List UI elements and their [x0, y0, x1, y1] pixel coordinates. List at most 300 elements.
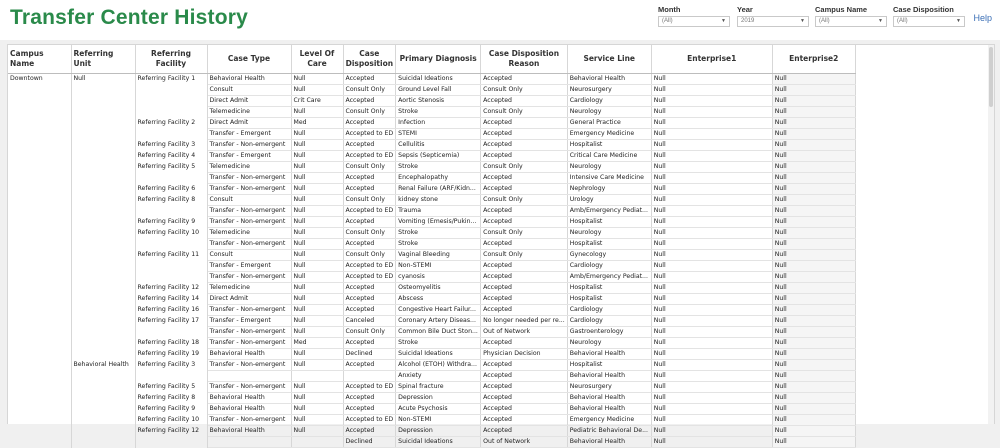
table-cell[interactable]: Accepted to ED	[343, 261, 396, 272]
table-cell[interactable]: Null	[291, 283, 343, 294]
table-cell[interactable]: Null	[772, 74, 855, 85]
table-cell[interactable]: Null	[772, 261, 855, 272]
table-cell[interactable]: Null	[291, 404, 343, 415]
table-cell[interactable]	[8, 316, 71, 327]
table-cell[interactable]: Critical Care Medicine	[567, 151, 651, 162]
table-cell[interactable]: Hospitalist	[567, 140, 651, 151]
column-header[interactable]: Referring Unit	[71, 45, 135, 74]
table-cell[interactable]	[135, 173, 207, 184]
table-cell[interactable]: Null	[651, 96, 772, 107]
table-cell[interactable]: Null	[291, 239, 343, 250]
table-cell[interactable]: Null	[651, 85, 772, 96]
table-cell[interactable]: Hospitalist	[567, 283, 651, 294]
table-cell[interactable]: cyanosis	[396, 272, 481, 283]
table-cell[interactable]	[8, 393, 71, 404]
table-cell[interactable]: Congestive Heart Failur...	[396, 305, 481, 316]
table-cell[interactable]	[8, 239, 71, 250]
table-cell[interactable]: Accepted	[343, 96, 396, 107]
table-cell[interactable]: Referring Facility 8	[135, 195, 207, 206]
table-cell[interactable]: Accepted	[343, 294, 396, 305]
table-cell[interactable]: Null	[291, 415, 343, 426]
table-cell[interactable]: Null	[291, 250, 343, 261]
table-cell[interactable]: General Practice	[567, 118, 651, 129]
table-cell[interactable]	[71, 415, 135, 426]
table-cell[interactable]: Non-STEMI	[396, 261, 481, 272]
table-cell[interactable]	[8, 206, 71, 217]
table-cell[interactable]: Null	[772, 173, 855, 184]
table-cell[interactable]	[207, 371, 291, 382]
table-cell[interactable]	[71, 272, 135, 283]
table-cell[interactable]: Direct Admit	[207, 118, 291, 129]
table-cell[interactable]: Accepted	[343, 217, 396, 228]
table-cell[interactable]	[8, 261, 71, 272]
table-cell[interactable]	[135, 327, 207, 338]
table-cell[interactable]: Null	[651, 338, 772, 349]
scrollbar-thumb[interactable]	[989, 47, 993, 107]
table-cell[interactable]: Transfer - Non-emergent	[207, 382, 291, 393]
table-cell[interactable]: Consult Only	[343, 327, 396, 338]
table-cell[interactable]: Consult Only	[343, 228, 396, 239]
table-cell[interactable]: Telemedicine	[207, 283, 291, 294]
table-cell[interactable]	[8, 228, 71, 239]
table-cell[interactable]: Accepted	[481, 393, 568, 404]
table-cell[interactable]: Null	[651, 393, 772, 404]
table-cell[interactable]: Accepted	[481, 360, 568, 371]
table-cell[interactable]: Behavioral Health	[207, 393, 291, 404]
table-cell[interactable]: Coronary Artery Diseas...	[396, 316, 481, 327]
table-cell[interactable]: Nephrology	[567, 184, 651, 195]
table-cell[interactable]: Null	[651, 250, 772, 261]
table-cell[interactable]: Behavioral Health	[567, 437, 651, 448]
table-cell[interactable]: Hospitalist	[567, 239, 651, 250]
table-cell[interactable]: Referring Facility 12	[135, 283, 207, 294]
table-cell[interactable]: Renal Failure (ARF/Kidn...	[396, 184, 481, 195]
table-cell[interactable]: Out of Network	[481, 327, 568, 338]
table-cell[interactable]: Accepted	[343, 360, 396, 371]
table-cell[interactable]: Accepted	[481, 305, 568, 316]
table-cell[interactable]: Stroke	[396, 239, 481, 250]
table-cell[interactable]: Accepted	[481, 206, 568, 217]
table-cell[interactable]	[71, 140, 135, 151]
table-cell[interactable]: Accepted	[481, 239, 568, 250]
column-header[interactable]: Campus Name	[8, 45, 71, 74]
table-cell[interactable]	[135, 96, 207, 107]
table-cell[interactable]: Consult Only	[343, 195, 396, 206]
table-cell[interactable]: Referring Facility 19	[135, 349, 207, 360]
table-cell[interactable]: Null	[291, 360, 343, 371]
table-cell[interactable]: Neurology	[567, 162, 651, 173]
table-cell[interactable]: Sepsis (Septicemia)	[396, 151, 481, 162]
table-cell[interactable]: Acute Psychosis	[396, 404, 481, 415]
table-cell[interactable]: Null	[651, 140, 772, 151]
table-cell[interactable]: Urology	[567, 195, 651, 206]
table-cell[interactable]: Referring Facility 14	[135, 294, 207, 305]
table-cell[interactable]: Trauma	[396, 206, 481, 217]
table-cell[interactable]: Accepted	[481, 404, 568, 415]
table-cell[interactable]: Null	[651, 305, 772, 316]
table-cell[interactable]	[71, 349, 135, 360]
column-header[interactable]: Service Line	[567, 45, 651, 74]
table-cell[interactable]: Accepted	[343, 239, 396, 250]
table-cell[interactable]: Accepted	[481, 415, 568, 426]
table-cell[interactable]: Referring Facility 10	[135, 228, 207, 239]
table-cell[interactable]: Null	[772, 206, 855, 217]
table-cell[interactable]: Gastroenterology	[567, 327, 651, 338]
table-cell[interactable]: Transfer - Emergent	[207, 129, 291, 140]
table-cell[interactable]: Transfer - Non-emergent	[207, 184, 291, 195]
table-cell[interactable]: Null	[772, 184, 855, 195]
table-cell[interactable]: Null	[291, 305, 343, 316]
table-cell[interactable]: Transfer - Non-emergent	[207, 173, 291, 184]
table-cell[interactable]: Declined	[343, 437, 396, 448]
table-cell[interactable]: Null	[291, 261, 343, 272]
column-header[interactable]: Case Disposition Reason	[481, 45, 568, 74]
table-cell[interactable]: Referring Facility 5	[135, 162, 207, 173]
table-cell[interactable]: Abscess	[396, 294, 481, 305]
table-cell[interactable]: Null	[651, 415, 772, 426]
table-cell[interactable]: Accepted	[481, 96, 568, 107]
table-cell[interactable]: Transfer - Non-emergent	[207, 239, 291, 250]
table-cell[interactable]: Null	[291, 382, 343, 393]
table-cell[interactable]: Declined	[343, 349, 396, 360]
table-cell[interactable]: Suicidal Ideations	[396, 437, 481, 448]
table-cell[interactable]: Accepted	[481, 371, 568, 382]
table-cell[interactable]	[8, 437, 71, 448]
table-cell[interactable]: Null	[651, 360, 772, 371]
table-cell[interactable]: Null	[291, 316, 343, 327]
table-cell[interactable]	[8, 382, 71, 393]
table-cell[interactable]: Neurology	[567, 228, 651, 239]
table-cell[interactable]	[71, 437, 135, 448]
table-cell[interactable]	[135, 107, 207, 118]
table-cell[interactable]: Null	[772, 239, 855, 250]
table-cell[interactable]	[71, 404, 135, 415]
table-cell[interactable]: Accepted to ED	[343, 272, 396, 283]
table-cell[interactable]: Pediatric Behavioral De...	[567, 426, 651, 437]
table-cell[interactable]	[71, 382, 135, 393]
table-cell[interactable]	[71, 85, 135, 96]
filter-year-select[interactable]	[737, 16, 809, 27]
table-cell[interactable]: Null	[651, 437, 772, 448]
table-cell[interactable]: Referring Facility 12	[135, 426, 207, 437]
table-cell[interactable]: Null	[772, 360, 855, 371]
table-cell[interactable]: Null	[651, 349, 772, 360]
table-cell[interactable]: Null	[651, 404, 772, 415]
table-cell[interactable]: Referring Facility 3	[135, 360, 207, 371]
table-cell[interactable]: Stroke	[396, 338, 481, 349]
table-cell[interactable]	[291, 437, 343, 448]
table-cell[interactable]: Accepted	[481, 283, 568, 294]
table-cell[interactable]	[8, 195, 71, 206]
table-cell[interactable]: No longer needed per re...	[481, 316, 568, 327]
table-cell[interactable]	[71, 305, 135, 316]
table-cell[interactable]	[71, 294, 135, 305]
table-cell[interactable]	[71, 118, 135, 129]
table-cell[interactable]: Null	[772, 162, 855, 173]
table-cell[interactable]: Accepted	[343, 74, 396, 85]
table-cell[interactable]: Null	[291, 151, 343, 162]
table-cell[interactable]: Transfer - Non-emergent	[207, 360, 291, 371]
table-cell[interactable]: Accepted	[343, 283, 396, 294]
table-cell[interactable]: Emergency Medicine	[567, 415, 651, 426]
table-cell[interactable]: Accepted	[481, 382, 568, 393]
table-cell[interactable]: Stroke	[396, 228, 481, 239]
table-cell[interactable]: Aortic Stenosis	[396, 96, 481, 107]
table-cell[interactable]: Transfer - Non-emergent	[207, 305, 291, 316]
table-cell[interactable]: Transfer - Non-emergent	[207, 415, 291, 426]
table-cell[interactable]: Spinal fracture	[396, 382, 481, 393]
table-cell[interactable]: Consult	[207, 250, 291, 261]
table-cell[interactable]: Null	[772, 129, 855, 140]
table-cell[interactable]	[207, 437, 291, 448]
table-cell[interactable]	[71, 338, 135, 349]
table-cell[interactable]: Consult Only	[343, 107, 396, 118]
table-cell[interactable]: Telemedicine	[207, 162, 291, 173]
table-cell[interactable]: Accepted to ED	[343, 415, 396, 426]
table-cell[interactable]: Null	[772, 96, 855, 107]
table-cell[interactable]: Canceled	[343, 316, 396, 327]
table-cell[interactable]: Null	[291, 129, 343, 140]
table-cell[interactable]: Consult Only	[481, 195, 568, 206]
table-cell[interactable]: Transfer - Non-emergent	[207, 338, 291, 349]
table-cell[interactable]: Telemedicine	[207, 228, 291, 239]
table-cell[interactable]: Transfer - Non-emergent	[207, 140, 291, 151]
table-cell[interactable]	[8, 85, 71, 96]
table-cell[interactable]	[8, 415, 71, 426]
table-cell[interactable]: Accepted	[481, 294, 568, 305]
table-cell[interactable]: Null	[772, 272, 855, 283]
table-cell[interactable]: Null	[291, 85, 343, 96]
table-cell[interactable]: Null	[772, 305, 855, 316]
table-cell[interactable]	[8, 404, 71, 415]
vertical-scrollbar[interactable]	[988, 45, 994, 424]
table-cell[interactable]: Referring Facility 11	[135, 250, 207, 261]
table-cell[interactable]: Null	[772, 316, 855, 327]
table-cell[interactable]	[8, 129, 71, 140]
table-cell[interactable]: Referring Facility 2	[135, 118, 207, 129]
table-cell[interactable]: Referring Facility 6	[135, 184, 207, 195]
table-cell[interactable]: Null	[291, 228, 343, 239]
table-cell[interactable]: Non-STEMI	[396, 415, 481, 426]
table-cell[interactable]	[8, 107, 71, 118]
table-cell[interactable]: Cardiology	[567, 261, 651, 272]
table-cell[interactable]: Depression	[396, 393, 481, 404]
table-cell[interactable]	[8, 283, 71, 294]
table-cell[interactable]: Null	[772, 415, 855, 426]
table-cell[interactable]	[135, 437, 207, 448]
table-cell[interactable]: Null	[651, 206, 772, 217]
table-cell[interactable]: Behavioral Health	[567, 371, 651, 382]
table-cell[interactable]: Accepted	[343, 173, 396, 184]
table-cell[interactable]: Behavioral Health	[207, 426, 291, 437]
table-cell[interactable]: Crit Care	[291, 96, 343, 107]
table-cell[interactable]: Direct Admit	[207, 96, 291, 107]
table-cell[interactable]: Null	[291, 195, 343, 206]
table-cell[interactable]	[8, 96, 71, 107]
table-cell[interactable]: Accepted	[343, 393, 396, 404]
column-header[interactable]: Level Of Care	[291, 45, 343, 74]
table-cell[interactable]: Amb/Emergency Pediat...	[567, 206, 651, 217]
table-cell[interactable]	[8, 294, 71, 305]
table-cell[interactable]	[71, 151, 135, 162]
table-cell[interactable]	[8, 173, 71, 184]
table-cell[interactable]	[135, 272, 207, 283]
table-cell[interactable]: Amb/Emergency Pediat...	[567, 272, 651, 283]
table-cell[interactable]: Null	[651, 151, 772, 162]
table-cell[interactable]: Direct Admit	[207, 294, 291, 305]
table-cell[interactable]: STEMI	[396, 129, 481, 140]
table-cell[interactable]: Behavioral Health	[567, 393, 651, 404]
table-cell[interactable]	[71, 316, 135, 327]
table-cell[interactable]: Osteomyelitis	[396, 283, 481, 294]
table-cell[interactable]: Referring Facility 18	[135, 338, 207, 349]
table-cell[interactable]	[8, 349, 71, 360]
table-cell[interactable]: Depression	[396, 426, 481, 437]
table-cell[interactable]: Behavioral Health	[207, 74, 291, 85]
table-cell[interactable]: Null	[772, 228, 855, 239]
table-cell[interactable]: Null	[772, 349, 855, 360]
table-cell[interactable]: Transfer - Non-emergent	[207, 206, 291, 217]
table-cell[interactable]: Accepted to ED	[343, 382, 396, 393]
table-cell[interactable]: Neurology	[567, 338, 651, 349]
column-header[interactable]: Enterprise1	[651, 45, 772, 74]
table-cell[interactable]: Null	[772, 250, 855, 261]
table-cell[interactable]: Ground Level Fall	[396, 85, 481, 96]
table-cell[interactable]: Stroke	[396, 107, 481, 118]
table-cell[interactable]	[135, 206, 207, 217]
table-cell[interactable]: Null	[772, 426, 855, 437]
table-cell[interactable]: Cardiology	[567, 316, 651, 327]
table-cell[interactable]	[71, 393, 135, 404]
table-cell[interactable]: Accepted	[481, 118, 568, 129]
table-cell[interactable]: Consult Only	[481, 228, 568, 239]
table-cell[interactable]: Null	[651, 382, 772, 393]
table-cell[interactable]: Transfer - Emergent	[207, 316, 291, 327]
table-cell[interactable]: Accepted	[481, 338, 568, 349]
table-cell[interactable]: Null	[651, 129, 772, 140]
table-cell[interactable]: Referring Facility 9	[135, 404, 207, 415]
table-cell[interactable]: Vomiting (Emesis/Pukin...	[396, 217, 481, 228]
table-cell[interactable]: Null	[291, 217, 343, 228]
table-cell[interactable]: Encephalopathy	[396, 173, 481, 184]
table-cell[interactable]: Null	[772, 294, 855, 305]
table-cell[interactable]: Consult	[207, 195, 291, 206]
table-cell[interactable]: Null	[772, 85, 855, 96]
table-cell[interactable]: Referring Facility 8	[135, 393, 207, 404]
table-cell[interactable]: Med	[291, 338, 343, 349]
table-cell[interactable]	[8, 140, 71, 151]
table-cell[interactable]: Accepted	[343, 118, 396, 129]
table-cell[interactable]	[8, 426, 71, 437]
table-cell[interactable]: Null	[651, 272, 772, 283]
table-cell[interactable]: Consult Only	[343, 85, 396, 96]
table-cell[interactable]: Behavioral Health	[71, 360, 135, 371]
table-cell[interactable]: Null	[291, 272, 343, 283]
filter-campus-name-select[interactable]	[815, 16, 887, 27]
table-cell[interactable]: Hospitalist	[567, 217, 651, 228]
table-cell[interactable]: Accepted	[481, 217, 568, 228]
column-header[interactable]: Case Disposition	[343, 45, 396, 74]
table-cell[interactable]: Accepted	[343, 140, 396, 151]
table-cell[interactable]: Behavioral Health	[567, 404, 651, 415]
table-cell[interactable]: Null	[291, 74, 343, 85]
table-cell[interactable]: Accepted	[481, 184, 568, 195]
table-cell[interactable]: Null	[772, 118, 855, 129]
table-cell[interactable]	[343, 371, 396, 382]
table-cell[interactable]: Null	[651, 173, 772, 184]
table-cell[interactable]	[8, 272, 71, 283]
table-cell[interactable]: Accepted	[481, 173, 568, 184]
table-cell[interactable]: Neurosurgery	[567, 382, 651, 393]
table-cell[interactable]: Accepted	[343, 426, 396, 437]
table-cell[interactable]: Telemedicine	[207, 107, 291, 118]
table-cell[interactable]: Transfer - Emergent	[207, 151, 291, 162]
table-cell[interactable]: Null	[651, 316, 772, 327]
table-cell[interactable]: Accepted	[481, 129, 568, 140]
table-cell[interactable]	[291, 371, 343, 382]
table-cell[interactable]	[135, 371, 207, 382]
table-cell[interactable]	[71, 206, 135, 217]
table-cell[interactable]	[8, 305, 71, 316]
table-cell[interactable]	[71, 283, 135, 294]
table-cell[interactable]: Suicidal Ideations	[396, 349, 481, 360]
table-cell[interactable]: Consult Only	[481, 107, 568, 118]
column-header[interactable]: Case Type	[207, 45, 291, 74]
table-cell[interactable]: Null	[291, 349, 343, 360]
table-cell[interactable]: Null	[772, 393, 855, 404]
table-cell[interactable]: Null	[651, 74, 772, 85]
table-cell[interactable]: Null	[291, 294, 343, 305]
table-cell[interactable]: Null	[651, 283, 772, 294]
column-header[interactable]: Primary Diagnosis	[396, 45, 481, 74]
table-cell[interactable]	[8, 162, 71, 173]
table-cell[interactable]: Accepted	[481, 261, 568, 272]
table-cell[interactable]: Referring Facility 1	[135, 74, 207, 85]
table-cell[interactable]: Infection	[396, 118, 481, 129]
table-cell[interactable]: Referring Facility 16	[135, 305, 207, 316]
table-cell[interactable]: Hospitalist	[567, 360, 651, 371]
table-cell[interactable]: Null	[71, 74, 135, 85]
table-cell[interactable]: Transfer - Non-emergent	[207, 272, 291, 283]
table-cell[interactable]	[71, 239, 135, 250]
table-cell[interactable]: Behavioral Health	[567, 74, 651, 85]
table-cell[interactable]	[71, 162, 135, 173]
table-cell[interactable]: Accepted	[481, 151, 568, 162]
table-cell[interactable]: Accepted	[343, 305, 396, 316]
table-cell[interactable]: Null	[772, 140, 855, 151]
table-cell[interactable]: Null	[651, 195, 772, 206]
table-cell[interactable]	[135, 85, 207, 96]
table-cell[interactable]	[71, 107, 135, 118]
table-cell[interactable]: Accepted	[481, 426, 568, 437]
table-cell[interactable]: Behavioral Health	[567, 349, 651, 360]
table-cell[interactable]: Accepted to ED	[343, 151, 396, 162]
table-cell[interactable]: Cardiology	[567, 305, 651, 316]
table-cell[interactable]	[71, 250, 135, 261]
table-cell[interactable]: Null	[291, 107, 343, 118]
table-cell[interactable]: Behavioral Health	[207, 404, 291, 415]
table-cell[interactable]	[71, 217, 135, 228]
table-cell[interactable]: Null	[291, 206, 343, 217]
table-cell[interactable]	[71, 96, 135, 107]
table-cell[interactable]: Null	[291, 173, 343, 184]
table-cell[interactable]: Referring Facility 4	[135, 151, 207, 162]
table-cell[interactable]	[71, 261, 135, 272]
table-cell[interactable]	[8, 118, 71, 129]
table-cell[interactable]: Stroke	[396, 162, 481, 173]
table-cell[interactable]: Null	[772, 437, 855, 448]
table-cell[interactable]: Hospitalist	[567, 294, 651, 305]
